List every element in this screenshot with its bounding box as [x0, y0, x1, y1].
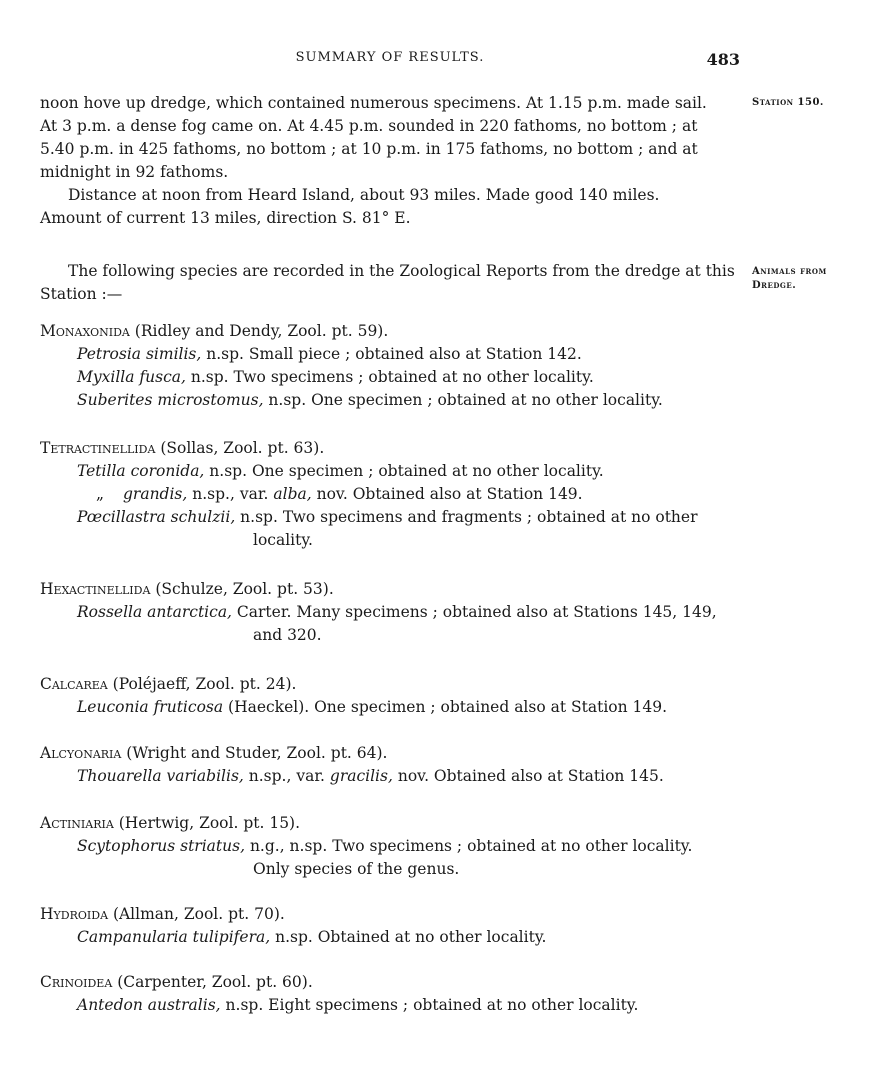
narrative-paragraph — [40, 92, 740, 230]
taxon-group-monaxonida — [40, 320, 740, 412]
taxon-name: Calcarea — [40, 675, 108, 693]
narrative-line: Amount of current 13 miles, direction S. 81° E. — [40, 209, 411, 227]
species-name: Petrosia similis, — [77, 345, 202, 363]
taxon-reference: (Allman, Zool. pt. 70). — [108, 905, 285, 923]
intro-paragraph — [40, 260, 740, 306]
narrative-line: noon hove up dredge, which contained numerous specimens. At 1.15 p.m. made sail. — [40, 94, 707, 112]
margin-note-animals-line2: Dredge. — [752, 280, 797, 291]
taxon-reference: (Schulze, Zool. pt. 53). — [150, 580, 334, 598]
species-note: n.sp., var. — [243, 767, 330, 785]
species-entry — [40, 343, 740, 366]
variety-name: alba, — [273, 485, 312, 503]
species-name: Campanularia tulipifera, — [77, 928, 271, 946]
taxon-name: Crinoidea — [40, 973, 113, 991]
margin-note-station: Station 150. — [752, 97, 824, 108]
margin-note-animals — [752, 265, 862, 293]
species-note: nov. Obtained also at Station 145. — [392, 767, 664, 785]
species-note: n.sp., var. — [187, 485, 274, 503]
taxon-group-calcarea — [40, 673, 740, 719]
species-note: n.sp. Small piece ; obtained also at Station 142. — [201, 345, 582, 363]
species-continuation: locality. — [253, 531, 313, 549]
species-entry — [40, 926, 740, 949]
narrative-line: midnight in 92 fathoms. — [40, 163, 229, 181]
taxon-heading — [40, 437, 740, 460]
species-entry — [40, 765, 740, 788]
taxon-name: Hydroida — [40, 905, 109, 923]
species-note: n.sp. Obtained at no other locality. — [270, 928, 547, 946]
variety-name: gracilis, — [329, 767, 393, 785]
taxon-reference: (Carpenter, Zool. pt. 60). — [112, 973, 313, 991]
species-name: Myxilla fusca, — [77, 368, 186, 386]
taxon-heading — [40, 320, 740, 343]
ditto-mark: „ — [95, 485, 105, 503]
margin-note-animals-line1: Animals from — [752, 266, 827, 277]
species-note: Carter. Many specimens ; obtained also at Stations 145, 149, — [232, 603, 717, 621]
species-note: nov. Obtained also at Station 149. — [311, 485, 583, 503]
species-entry — [40, 366, 740, 389]
species-continuation: Only species of the genus. — [253, 860, 460, 878]
species-name: Leuconia fruticosa — [77, 698, 224, 716]
taxon-group-crinoidea — [40, 971, 740, 1017]
species-note: n.g., n.sp. Two specimens ; obtained at no other locality. — [245, 837, 693, 855]
narrative-line: 5.40 p.m. in 425 fathoms, no bottom ; at 10 p.m. in 175 fathoms, no bottom ; and at — [40, 140, 698, 158]
species-entry — [40, 460, 740, 483]
species-name: Thouarella variabilis, — [77, 767, 244, 785]
species-note: n.sp. Two specimens and fragments ; obtained at no other — [235, 508, 698, 526]
taxon-name: Alcyonaria — [40, 744, 122, 762]
taxon-heading — [40, 812, 740, 835]
taxon-group-tetractinellida — [40, 437, 740, 552]
species-entry — [40, 835, 740, 858]
species-note: n.sp. One specimen ; obtained at no other locality. — [204, 462, 604, 480]
taxon-group-hydroida — [40, 903, 740, 949]
species-name: Pœcillastra schulzii, — [77, 508, 236, 526]
species-name: Rossella antarctica, — [77, 603, 232, 621]
taxon-reference: (Hertwig, Zool. pt. 15). — [113, 814, 301, 832]
taxon-name: Monaxonida — [40, 322, 130, 340]
taxon-name: Actiniaria — [40, 814, 114, 832]
species-note: (Haeckel). One specimen ; obtained also at Station 149. — [223, 698, 668, 716]
species-name: Scytophorus striatus, — [77, 837, 246, 855]
species-entry — [40, 696, 740, 719]
species-entry — [40, 994, 740, 1017]
taxon-heading — [40, 971, 740, 994]
taxon-heading — [40, 578, 740, 601]
page-number: 483 — [706, 50, 740, 69]
species-continuation: and 320. — [253, 626, 322, 644]
taxon-heading — [40, 903, 740, 926]
species-note: n.sp. One specimen ; obtained at no other locality. — [263, 391, 663, 409]
taxon-reference: (Sollas, Zool. pt. 63). — [155, 439, 325, 457]
taxon-group-actiniaria — [40, 812, 740, 881]
taxon-name: Hexactinellida — [40, 580, 151, 598]
narrative-line: Distance at noon from Heard Island, about 93 miles. Made good 140 miles. — [68, 186, 660, 204]
taxon-reference: (Poléjaeff, Zool. pt. 24). — [107, 675, 297, 693]
taxon-heading — [40, 742, 740, 765]
species-name: Suberites microstomus, — [77, 391, 264, 409]
running-title: SUMMARY OF RESULTS. — [295, 50, 485, 65]
taxon-reference: (Wright and Studer, Zool. pt. 64). — [121, 744, 388, 762]
narrative-line: At 3 p.m. a dense fog came on. At 4.45 p.m. sounded in 220 fathoms, no bottom ; at — [40, 117, 698, 135]
species-name: Antedon australis, — [77, 996, 221, 1014]
intro-line: Station :— — [40, 285, 123, 303]
taxon-group-alcyonaria — [40, 742, 740, 788]
page-header — [40, 50, 740, 72]
taxon-name: Tetractinellida — [40, 439, 156, 457]
species-note: n.sp. Two specimens ; obtained at no other locality. — [185, 368, 594, 386]
species-entry — [40, 506, 740, 529]
species-name: Tetilla coronida, — [77, 462, 205, 480]
species-name: grandis, — [123, 485, 188, 503]
species-entry — [40, 389, 740, 412]
species-entry — [40, 601, 740, 624]
intro-line: The following species are recorded in the Zoological Reports from the dredge at this — [68, 262, 735, 280]
species-entry — [40, 483, 740, 506]
species-note: n.sp. Eight specimens ; obtained at no other locality. — [220, 996, 639, 1014]
taxon-heading — [40, 673, 740, 696]
taxon-group-hexactinellida — [40, 578, 740, 647]
taxon-reference: (Ridley and Dendy, Zool. pt. 59). — [129, 322, 389, 340]
